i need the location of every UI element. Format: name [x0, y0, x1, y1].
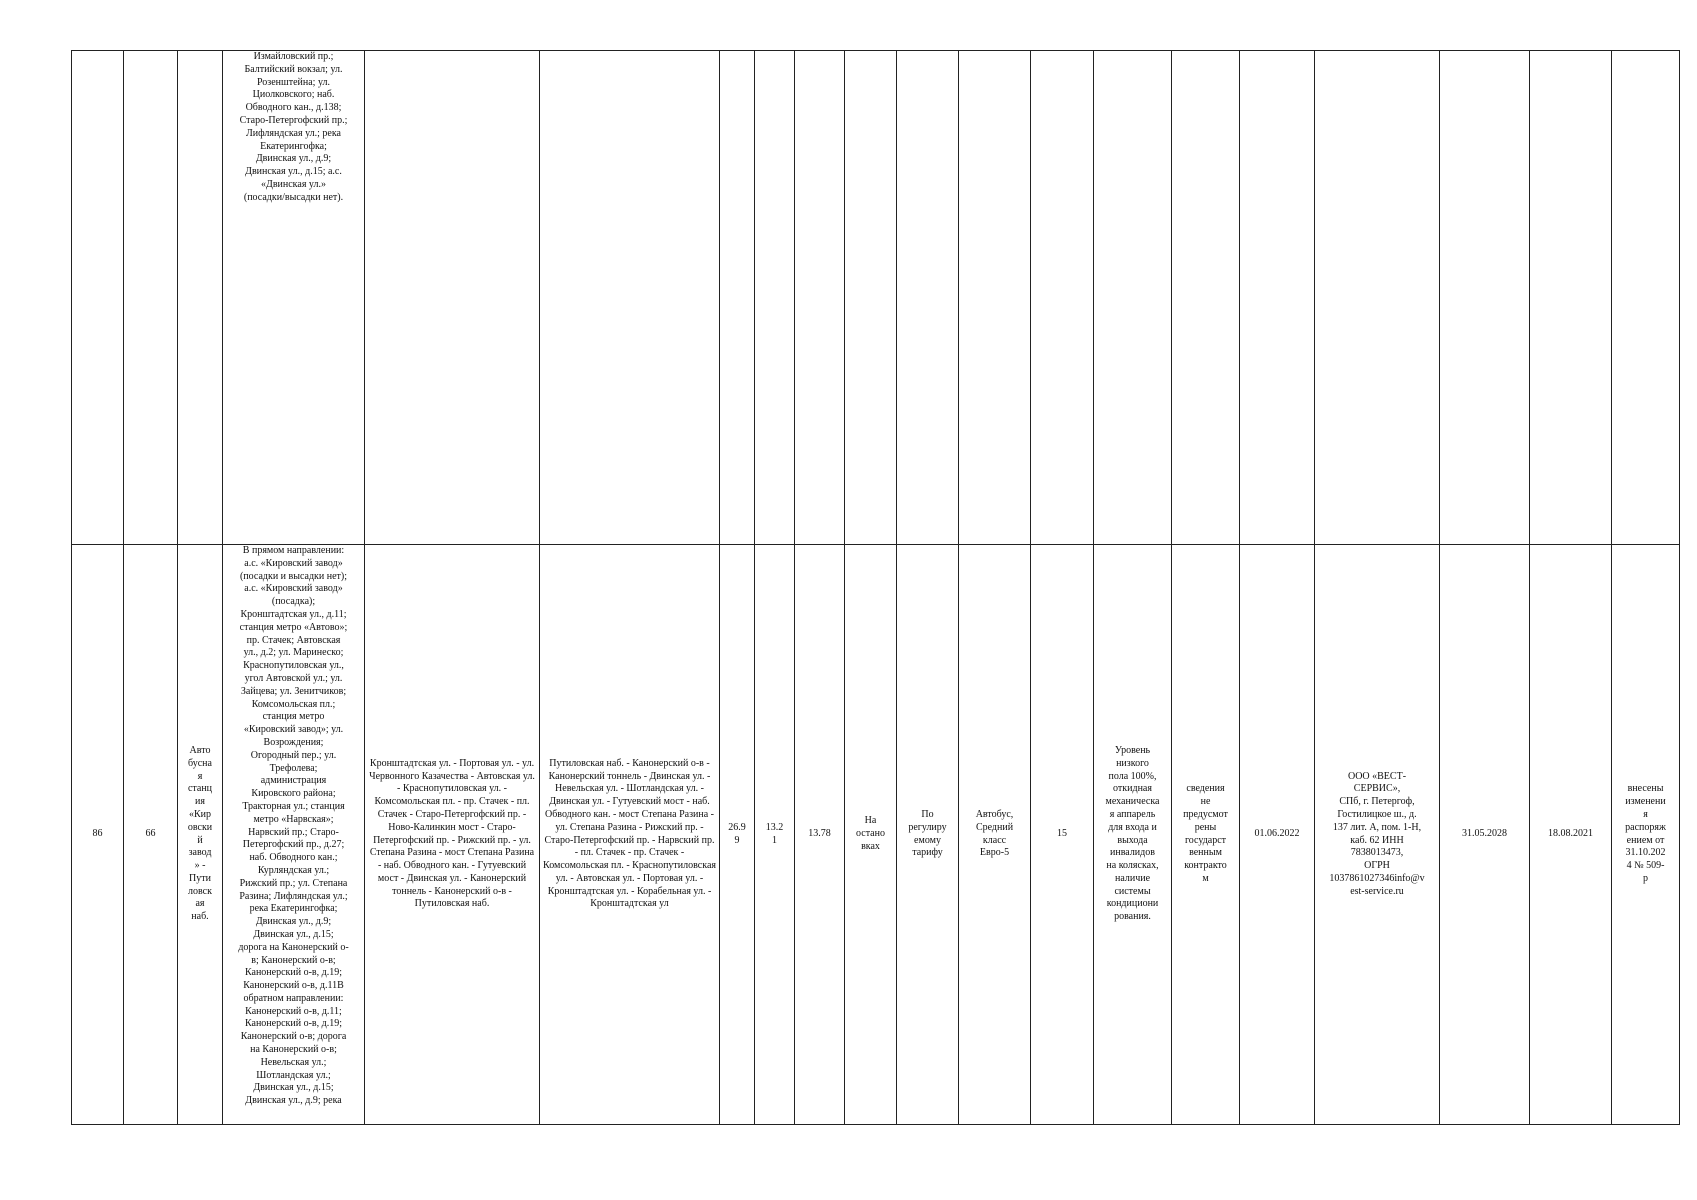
avg-interval: 13.78 [808, 828, 831, 840]
reg-no-cell [72, 545, 124, 1125]
change-date: 18.08.2021 [1548, 828, 1593, 840]
boarding-order-cell [845, 51, 897, 545]
max-vehicles-cell [1031, 545, 1094, 1125]
route-no: 66 [145, 828, 156, 840]
contract-info: сведения не предусмот рены государст венным контракто м [1183, 783, 1228, 884]
contract-info-cell [1172, 51, 1240, 545]
route-name-cell [178, 51, 223, 545]
route-name-cell [178, 545, 223, 1125]
streets-backward-cell [540, 51, 720, 545]
streets-backward: Путиловская наб. - Канонерский о-в - Канонерский тоннель - Двинская ул. - Невельская ул. - Шотландская ул. - Двинская ул. - Гутуевский мост - наб. Обводного кан. - мост Степана Разина - ул. Степана Разина - Рижский пр. - Старо-Петергофский пр. - Нарвский пр. - пл. Стачек - пр. Стачек - Комсомольская пл. - Краснопутиловская ул. - Автовская ул. - Портовая ул. - Кронштадтская ул. - Корабельная ул. - Кронштадтская ул [543, 757, 716, 910]
avg-interval-cell [795, 545, 845, 1125]
length-forward-cell [720, 51, 755, 545]
table-row [72, 545, 1680, 1125]
max-vehicles: 15 [1057, 828, 1067, 840]
streets-forward-cell [365, 51, 540, 545]
reg-no-cell [72, 51, 124, 545]
carrier-cell [1315, 51, 1440, 545]
stops-cell [223, 51, 365, 545]
max-vehicles-cell [1031, 51, 1094, 545]
reg-no: 86 [92, 828, 103, 840]
streets-backward-cell [540, 545, 720, 1125]
start-date-cell [1240, 51, 1315, 545]
length-backward: 13.2 1 [765, 821, 784, 846]
contract-info-cell [1172, 545, 1240, 1125]
change-date-cell [1530, 51, 1612, 545]
boarding-order: На остано вках [856, 815, 885, 852]
streets-forward: Кронштадтская ул. - Портовая ул. - ул. Червонного Казачества - Автовская ул. - Краснопутиловская ул. - Комсомольская пл. - пр. Стачек - пл. Стачек - Старо-Петергофский пр. - Ново-Калинкин мост - Старо-Петергофский пр. - Рижский пр. - ул. Степана Разина - мост Степана Разина - наб. Обводного кан. - Гутуевский мост - Двинская ул. - Канонерский тоннель - Канонерский о-в - Путиловская наб. [369, 757, 535, 910]
length-forward-cell [720, 545, 755, 1125]
start-date: 01.06.2022 [1254, 828, 1300, 840]
vehicle-type-cell [959, 51, 1031, 545]
streets-forward-cell [365, 545, 540, 1125]
end-date: 31.05.2028 [1462, 828, 1507, 840]
fare-type: По регулиру емому тарифу [908, 808, 947, 859]
note-cell [1612, 545, 1680, 1125]
fare-type-cell [897, 545, 959, 1125]
route-name: Авто бусна я станц ия «Кир овски й завод » - Пути ловск ая наб. [187, 744, 213, 923]
route-no-cell [124, 51, 178, 545]
change-date-cell [1530, 545, 1612, 1125]
stops-cell [223, 545, 365, 1125]
end-date-cell [1440, 545, 1530, 1125]
vehicle-features-cell [1094, 545, 1172, 1125]
carrier-cell [1315, 545, 1440, 1125]
route-registry-table [71, 50, 1680, 1125]
note-cell [1612, 51, 1680, 545]
vehicle-features-cell [1094, 51, 1172, 545]
length-forward: 26.9 9 [728, 821, 746, 846]
vehicle-features: Уровень низкого пола 100%, откидная механическа я аппарель для входа и выхода инвалидов на колясках, наличие системы кондициони рования. [1105, 744, 1160, 923]
vehicle-type: Автобус, Средний класс Евро-5 [975, 808, 1014, 859]
start-date-cell [1240, 545, 1315, 1125]
fare-type-cell [897, 51, 959, 545]
end-date-cell [1440, 51, 1530, 545]
boarding-order-cell [845, 545, 897, 1125]
note: внесены изменени я распоряж ением от 31.10.202 4 № 509- р [1625, 783, 1666, 884]
route-no-cell [124, 545, 178, 1125]
stops-list: Измайловский пр.; Балтийский вокзал; ул. Розенштейна; ул. Циолковского; наб. Обводного кан., д.138; Старо-Петергофский пр.; Лифляндская ул.; река Екатерингофка; Двинская ул., д.9; Двинская ул., д.15; а.с. «Двинская ул.» (посадки/высадки нет). [239, 51, 348, 203]
vehicle-type-cell [959, 545, 1031, 1125]
table-row [72, 51, 1680, 545]
stops-list: В прямом направлении: а.с. «Кировский завод» (посадки и высадки нет); а.с. «Кировский завод» (посадка); Кронштадтская ул., д.11; станция метро «Автово»; пр. Стачек; Автовская ул., д.2; ул. Маринеско; Краснопутиловская ул., угол Автовской ул.; ул. Зайцева; ул. Зенитчиков; Комсомольская пл.; станция метро «Кировский завод»; ул. Возрождения; Огородный пер.; ул. Трефолева; администрация Кировского района; Тракторная ул.; станция метро «Нарвская»; Нарвский пр.; Старо- Петергофский пр., д.27; наб. Обводного кан.; Курляндская ул.; Рижский пр.; ул. Степана Разина; Лифляндская ул.; река Екатерингофка; Двинская ул., д.9; Двинская ул., д.15; дорога на Канонерский о- в; Канонерский о-в; Канонерский о-в, д.19; Канонерский о-в, д.11В обратном направлении: Канонерский о-в, д.11; Канонерский о-в, д.19; Канонерский о-в; дорога на Канонерский о-в; Невельская ул.; Шотландская ул.; Двинская ул., д.15; Двинская ул., д.9; река [238, 545, 349, 1107]
carrier-info: ООО «ВЕСТ- СЕРВИС», СПб, г. Петергоф, Гостилицкое ш., д. 137 лит. А, пом. 1-Н, каб. 62 ИНН 7838013473, ОГРН 1037861027346info@v est-service.ru [1329, 770, 1425, 897]
length-backward-cell [755, 51, 795, 545]
length-backward-cell [755, 545, 795, 1125]
avg-interval-cell [795, 51, 845, 545]
